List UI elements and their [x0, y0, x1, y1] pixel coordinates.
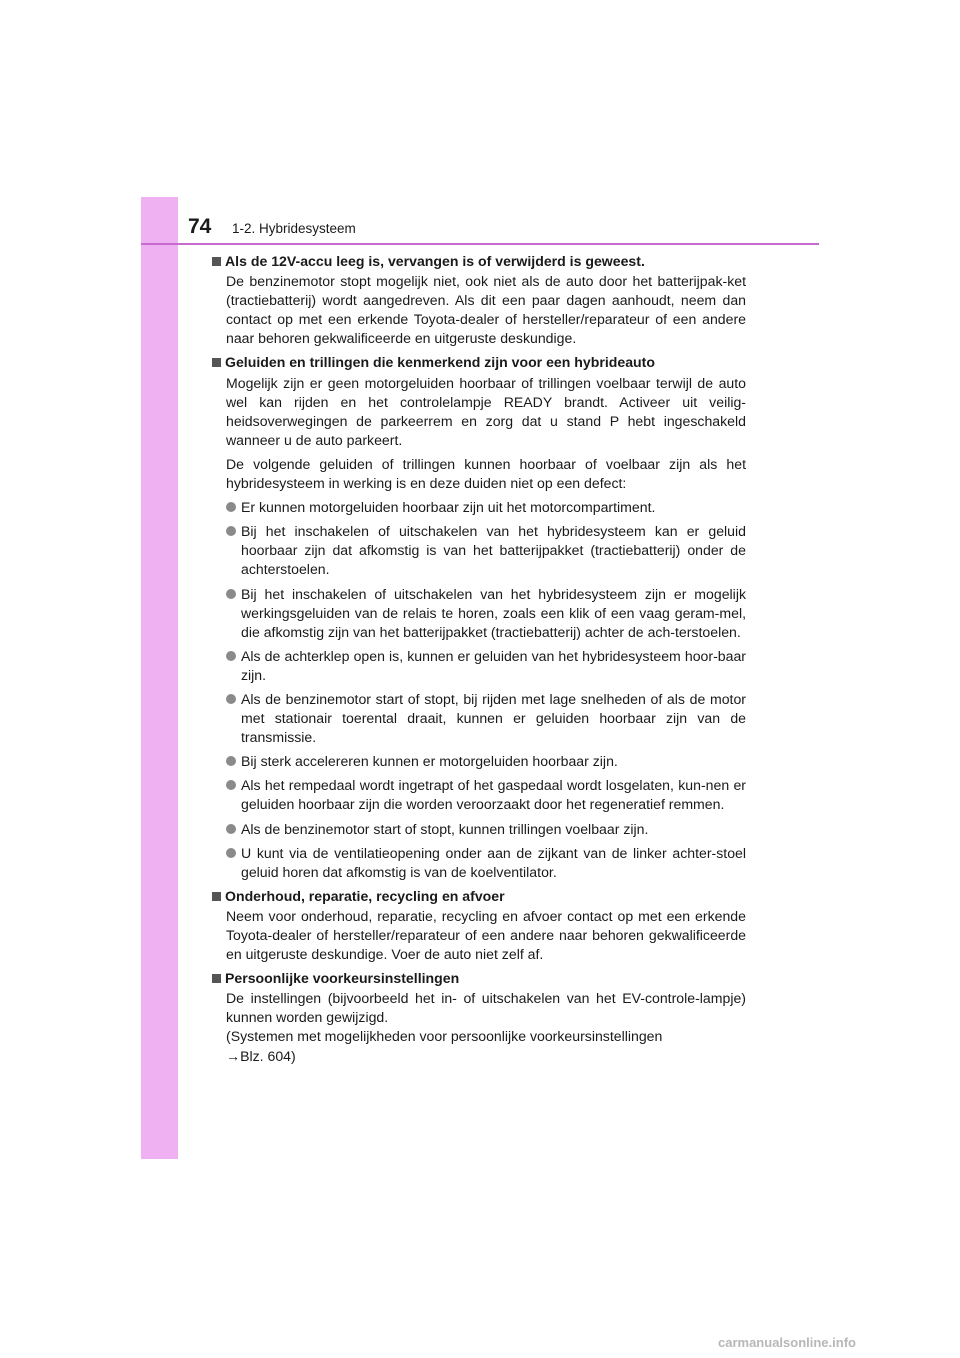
list-item: [226, 776, 746, 814]
list-item: [226, 690, 746, 747]
list-item: [226, 522, 746, 579]
list-item: [226, 752, 746, 771]
header-rule: [141, 243, 819, 245]
circle-bullet-icon: [226, 526, 236, 536]
page-content: [210, 252, 746, 1071]
page-reference: [226, 1027, 746, 1065]
topic-heading: [210, 969, 746, 988]
paragraph: De volgende geluiden of trillingen kunnen hoorbaar of voelbaar zijn als het hybridesysteem in werking is en deze duiden niet op een defect:: [226, 455, 746, 492]
list-item: [226, 585, 746, 642]
topic-personal-settings: [210, 969, 746, 1065]
list-item-text: Bij sterk accelereren kunnen er motorgeluiden hoorbaar zijn.: [241, 753, 618, 770]
reference-page-link[interactable]: Blz. 604): [240, 1047, 296, 1064]
list-item-text: Bij het inschakelen of uitschakelen van het hybridesysteem zijn er mogelijk werkingsgeluiden van de relais te horen, zoals een klik of een vaag geram-mel, die afkomstig zijn van het batterijpakket (tractiebatterij) achter de ach-terstoelen.: [241, 585, 746, 640]
square-bullet-icon: [212, 358, 221, 367]
circle-bullet-icon: [226, 780, 236, 790]
circle-bullet-icon: [226, 848, 236, 858]
topic-heading-text: Als de 12V-accu leeg is, vervangen is of verwijderd is geweest.: [225, 253, 645, 269]
reference-text: (Systemen met mogelijkheden voor persoonlijke voorkeursinstellingen: [226, 1028, 663, 1045]
section-title: 1-2. Hybridesysteem: [232, 221, 356, 236]
list-item: [226, 647, 746, 685]
list-item: [226, 498, 746, 517]
circle-bullet-icon: [226, 502, 236, 512]
paragraph: De instellingen (bijvoorbeeld het in- of uitschakelen van het EV-controle-lampje) kunnen worden gewijzigd.: [226, 990, 746, 1026]
topic-heading: [210, 353, 746, 372]
page-number: 74: [188, 215, 212, 238]
list-item-text: Als de benzinemotor start of stopt, kunnen trillingen voelbaar zijn.: [241, 820, 649, 837]
list-item: [226, 820, 746, 839]
circle-bullet-icon: [226, 589, 236, 599]
watermark: carmanualsonline.info: [718, 1335, 856, 1350]
topic-heading: [210, 252, 746, 271]
circle-bullet-icon: [226, 694, 236, 704]
list-item-text: Als het rempedaal wordt ingetrapt of het gaspedaal wordt losgelaten, kun-nen er geluiden hoorbaar zijn die worden veroorzaakt door het regeneratief remmen.: [241, 777, 746, 813]
topic-heading-text: Onderhoud, reparatie, recycling en afvoer: [225, 887, 505, 904]
square-bullet-icon: [212, 257, 221, 266]
paragraph: Neem voor onderhoud, reparatie, recycling en afvoer contact op met een erkende Toyota-dealer of hersteller/reparateur of een andere naar behoren gekwalificeerde en uitgeruste deskundige. Voer de auto niet zelf af.: [226, 907, 746, 963]
right-arrow-icon: →: [226, 1047, 241, 1064]
topic-maintenance: [210, 887, 746, 964]
list-item-text: U kunt via de ventilatieopening onder aan de zijkant van de linker achter-stoel geluid horen dat afkomstig is van de koelventilator.: [241, 844, 746, 880]
topic-heading: [210, 887, 746, 906]
paragraph: Mogelijk zijn er geen motorgeluiden hoorbaar of trillingen voelbaar terwijl de auto wel kan rijden en het controlelampje READY brandt. Activeer uit veilig-heidsoverwegingen de parkeerrem en zorg dat u stand P hebt ingeschakeld wanneer u de auto parkeert.: [226, 374, 746, 448]
topic-heading-text: Persoonlijke voorkeursinstellingen: [225, 970, 460, 987]
square-bullet-icon: [212, 892, 221, 901]
topic-sounds-vibrations: [210, 353, 746, 881]
list-item-text: Als de achterklep open is, kunnen er geluiden van het hybridesysteem hoor-baar zijn.: [241, 647, 746, 683]
topic-heading-text: Geluiden en trillingen die kenmerkend zijn voor een hybrideauto: [225, 354, 655, 371]
chapter-side-tab: [141, 197, 178, 1159]
list-item: [226, 844, 746, 882]
paragraph: De benzinemotor stopt mogelijk niet, ook niet als de auto door het batterijpak-ket (tractiebatterij) wordt aangedreven. Als dit een paar dagen aanhoudt, neem dan contact op met een erkende Toyota-dealer of hersteller/reparateur of een andere naar behoren gekwalificeerde en uitgeruste deskundige.: [226, 273, 746, 347]
circle-bullet-icon: [226, 756, 236, 766]
list-item-text: Als de benzinemotor start of stopt, bij rijden met lage snelheden of als de motor met stationair toerental draait, kunnen er geluiden hoorbaar zijn van de transmissie.: [241, 690, 746, 746]
list-item-text: Bij het inschakelen of uitschakelen van het hybridesysteem kan er geluid hoorbaar zijn dat afkomstig is van het batterijpakket (tractiebatterij) onder de achterstoelen.: [241, 523, 746, 578]
circle-bullet-icon: [226, 651, 236, 661]
square-bullet-icon: [212, 974, 221, 983]
bullet-list: [210, 498, 746, 882]
topic-12v-battery: [210, 252, 746, 348]
circle-bullet-icon: [226, 824, 236, 834]
list-item-text: Er kunnen motorgeluiden hoorbaar zijn uit het motorcompartiment.: [241, 499, 656, 516]
